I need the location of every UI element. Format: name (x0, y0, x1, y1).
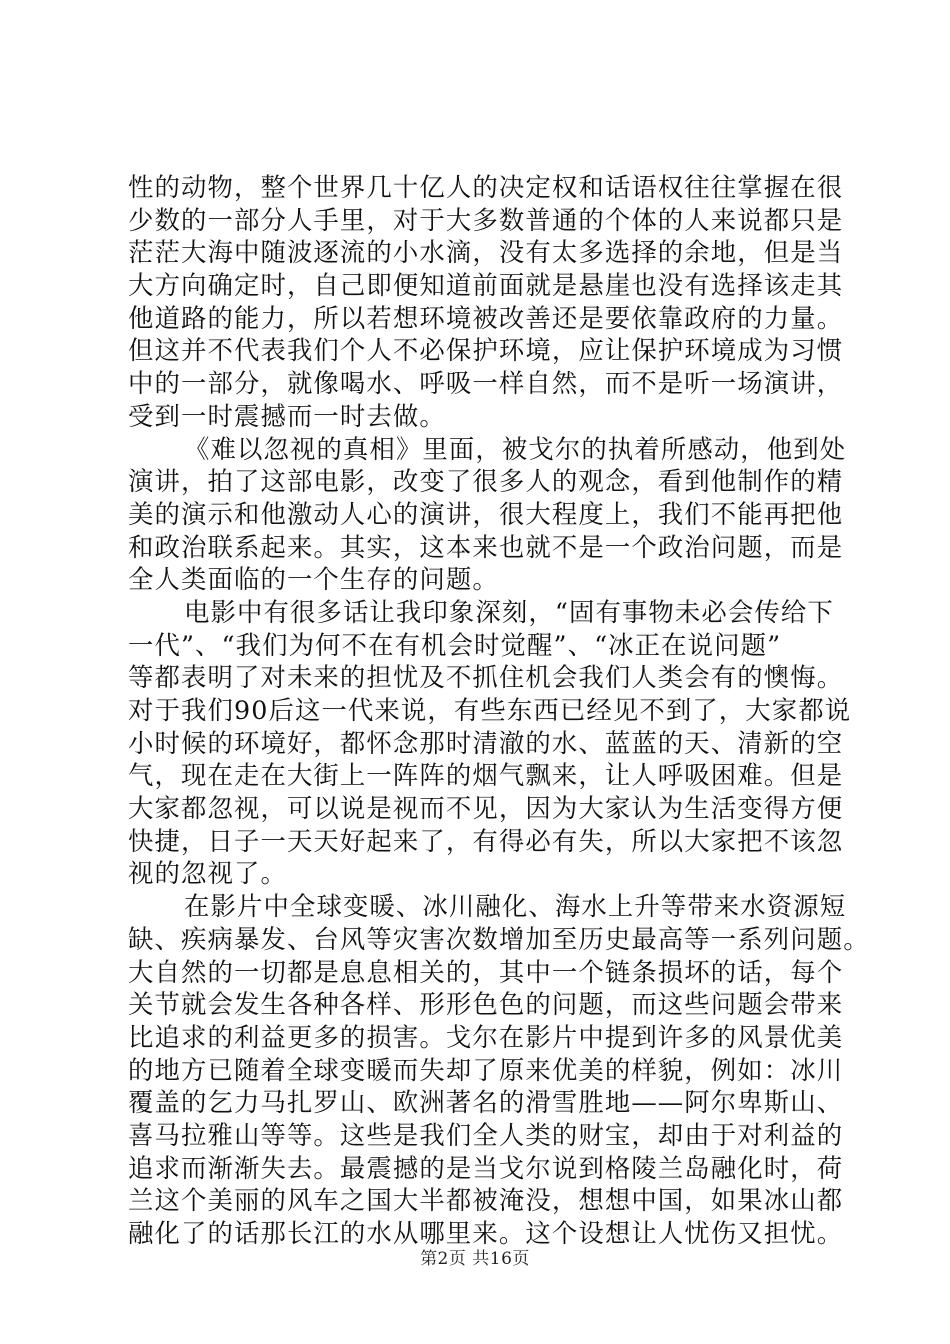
text-line: 性的动物，整个世界几十亿人的决定权和话语权往往掌握在很 (128, 172, 844, 202)
text-line: 和政治联系起来。其实，这本来也就不是一个政治问题，而是 (128, 531, 844, 562)
text-line: 小时候的环境好，都怀念那时清澈的水、蓝蓝的天、清新的空 (128, 727, 844, 758)
text-line: 全人类面临的一个生存的问题。 (128, 564, 499, 595)
text-line: 电影中有很多话让我印象深刻，“固有事物未必会传给下 (184, 596, 834, 627)
text-line: 《难以忽视的真相》里面，被戈尔的执着所感动，他到处 (184, 433, 847, 464)
text-line: 大方向确定时，自己即便知道前面就是悬崖也没有选择该走其 (128, 270, 844, 301)
text-line: 对于我们90后这一代来说，有些东西已经见不到了，大家都说 (128, 695, 852, 725)
text-line: 大自然的一切都是息息相关的，其中一个链条损坏的话，每个 (128, 956, 844, 987)
text-line: 少数的一部分人手里，对于大多数普通的个体的人来说都只是 (128, 204, 844, 235)
body-text (128, 171, 870, 1250)
text-line: 的地方已随着全球变暖而失却了原来优美的样貌，例如：冰川 (128, 1054, 844, 1085)
text-line: 喜马拉雅山等等。这些是我们全人类的财宝，却由于对利益的 (128, 1119, 844, 1150)
text-line: 追求而渐渐失去。最震撼的是当戈尔说到格陵兰岛融化时，荷 (128, 1152, 844, 1183)
text-line: 中的一部分，就像喝水、呼吸一样自然，而不是听一场演讲， (128, 368, 844, 399)
text-line: 一代”、“我们为何不在有机会时觉醒”、“冰正在说问题” (128, 629, 782, 660)
text-line: 气，现在走在大街上一阵阵的烟气飘来，让人呼吸困难。但是 (128, 760, 844, 791)
text-line: 视的忽视了。 (128, 858, 287, 889)
text-line: 茫茫大海中随波逐流的小水滴，没有太多选择的余地，但是当 (128, 237, 844, 268)
text-line: 关节就会发生各种各样、形形色色的问题，而这些问题会带来 (128, 989, 844, 1020)
text-line: 等都表明了对未来的担忧及不抓住机会我们人类会有的懊悔。 (128, 662, 844, 693)
text-line: 融化了的话那长江的水从哪里来。这个设想让人忧伤又担忧。 (128, 1218, 844, 1248)
text-line: 缺、疾病暴发、台风等灾害次数增加至历史最高等一系列问题。 (128, 923, 870, 954)
text-line: 大家都忽视，可以说是视而不见，因为大家认为生活变得方便 (128, 793, 844, 824)
text-line: 他道路的能力，所以若想环境被改善还是要依靠政府的力量。 (128, 302, 844, 333)
page-number-footer: 第2页 共16页 (420, 1249, 530, 1269)
text-line: 但这并不代表我们个人不必保护环境，应让保护环境成为习惯 (128, 335, 844, 366)
text-line: 覆盖的乞力马扎罗山、欧洲著名的滑雪胜地——阿尔卑斯山、 (128, 1087, 844, 1118)
text-line: 在影片中全球变暖、冰川融化、海水上升等带来水资源短 (184, 891, 847, 922)
text-line: 兰这个美丽的风车之国大半都被淹没，想想中国，如果冰山都 (128, 1185, 844, 1216)
text-line: 美的演示和他激动人心的演讲，很大程度上，我们不能再把他 (128, 498, 844, 529)
text-line: 受到一时震撼而一时去做。 (128, 400, 446, 431)
text-line: 快捷，日子一天天好起来了，有得必有失，所以大家把不该忽 (128, 825, 844, 856)
text-line: 比追求的利益更多的损害。戈尔在影片中提到许多的风景优美 (128, 1021, 844, 1052)
text-line: 演讲，拍了这部电影，改变了很多人的观念，看到他制作的精 (128, 466, 844, 497)
